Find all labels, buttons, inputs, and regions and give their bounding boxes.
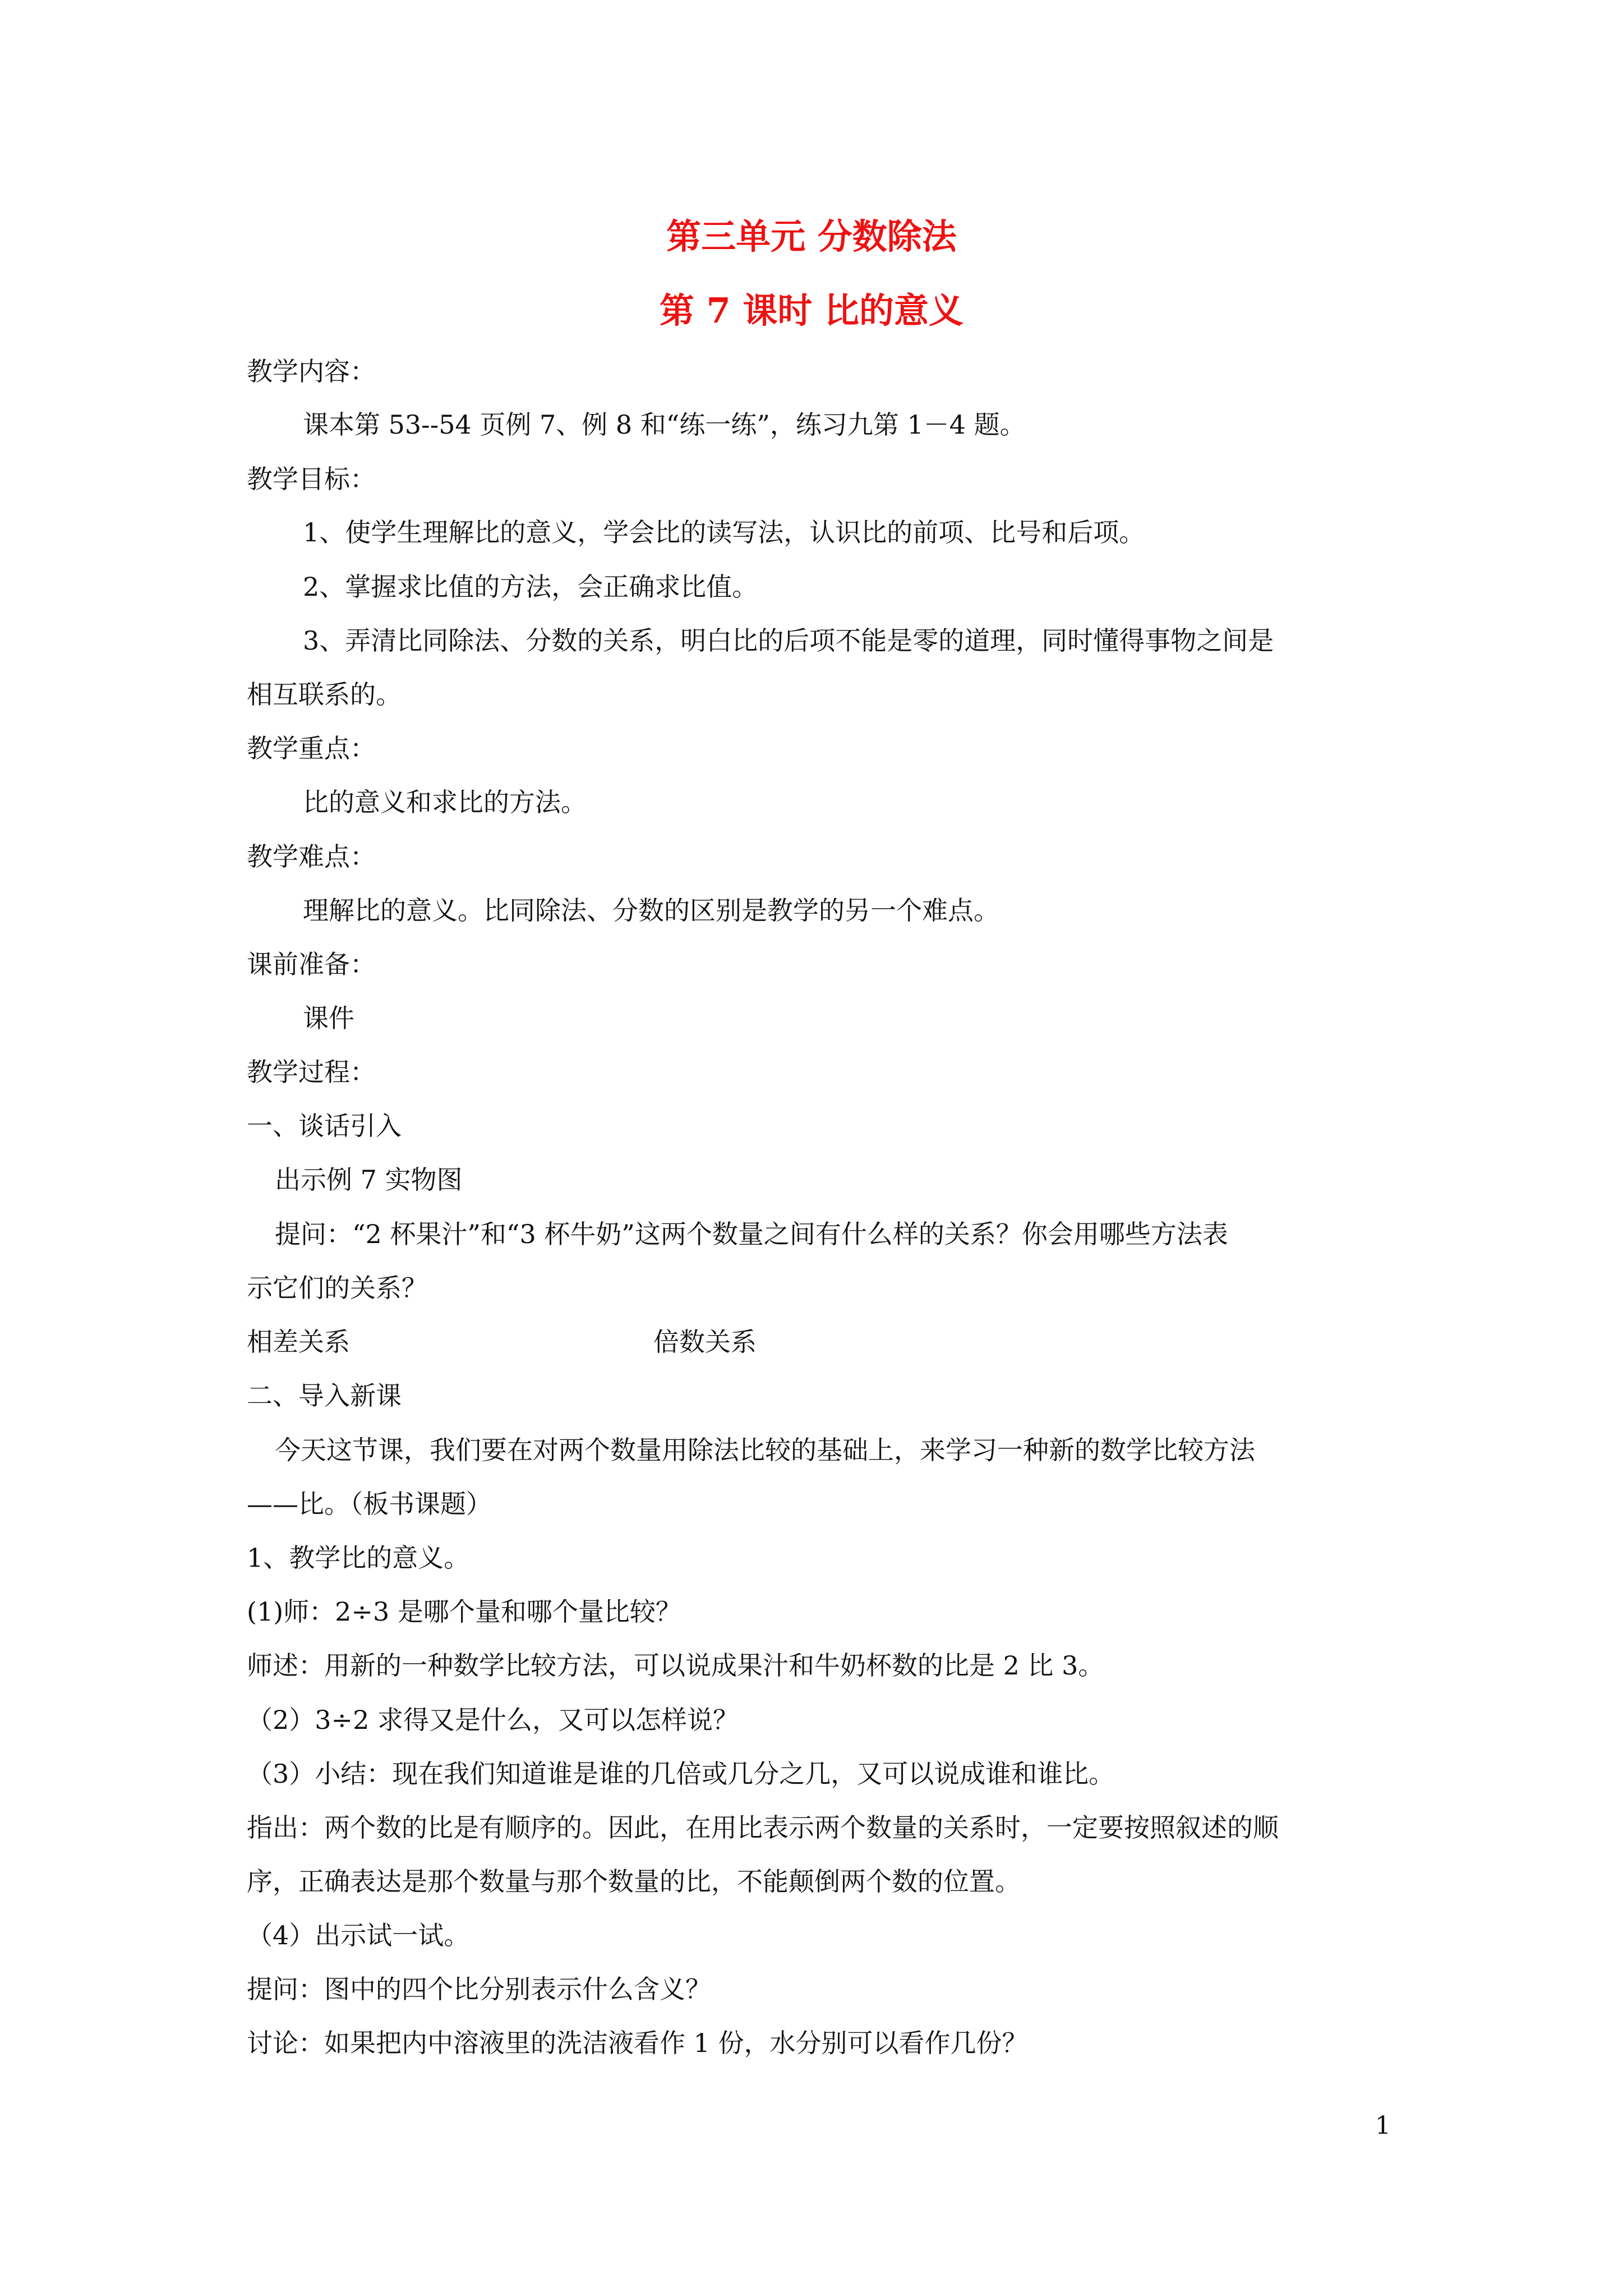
paragraph-show-example: 出示例 7 实物图 [275, 1165, 463, 1195]
goal-2: 2、掌握求比值的方法，会正确求比值。 [303, 572, 758, 602]
heading-key-points: 教学重点： [247, 733, 376, 763]
paragraph-question-continued: 示它们的关系？ [247, 1273, 427, 1303]
heading-teaching-goals: 教学目标： [247, 464, 376, 494]
heading-difficulties: 教学难点： [247, 841, 376, 872]
paragraph-discussion: 讨论：如果把内中溶液里的洗洁液看作 1 份，水分别可以看作几份？ [247, 2028, 1028, 2058]
step-1-heading: 1、教学比的意义。 [247, 1543, 470, 1573]
step-1-3: （3）小结：现在我们知道谁是谁的几倍或几分之几，又可以说成谁和谁比。 [247, 1759, 1115, 1789]
label-difference-relation: 相差关系 [247, 1327, 350, 1357]
teacher-statement: 师述：用新的一种数学比较方法，可以说成果汁和牛奶杯数的比是 2 比 3。 [247, 1650, 1104, 1681]
goal-3: 3、弄清比同除法、分数的关系，明白比的后项不能是零的道理，同时懂得事物之间是 [303, 625, 1274, 656]
heading-preparation: 课前准备： [247, 949, 376, 979]
heading-process: 教学过程： [247, 1057, 376, 1087]
paragraph-difficulties: 理解比的意义。比同除法、分数的区别是教学的另一个难点。 [303, 895, 999, 926]
label-multiple-relation: 倍数关系 [653, 1327, 757, 1357]
paragraph-content: 课本第 53--54 页例 7、例 8 和“练一练”，练习九第 1－4 题。 [303, 409, 1026, 440]
step-1-1: (1)师：2÷3 是哪个量和哪个量比较？ [247, 1596, 681, 1627]
paragraph-preparation: 课件 [303, 1003, 354, 1033]
paragraph-question-ratios: 提问：图中的四个比分别表示什么含义？ [247, 1974, 711, 2004]
paragraph-question: 提问：“2 杯果汁”和“3 杯牛奶”这两个数量之间有什么样的关系？你会用哪些方法表 [275, 1219, 1228, 1249]
goal-1: 1、使学生理解比的意义，学会比的读写法，认识比的前项、比号和后项。 [303, 517, 1145, 547]
paragraph-point-out: 指出：两个数的比是有顺序的。因此，在用比表示两个数量的关系时，一定要按照叙述的顺 [247, 1812, 1279, 1843]
step-1-2: （2）3÷2 求得又是什么，又可以怎样说？ [247, 1705, 739, 1735]
section-1-heading: 一、谈话引入 [247, 1111, 402, 1141]
heading-teaching-content: 教学内容： [247, 356, 376, 386]
paragraph-point-out-continued: 序，正确表达是那个数量与那个数量的比，不能颠倒两个数的位置。 [247, 1866, 1021, 1897]
paragraph-introduction: 今天这节课，我们要在对两个数量用除法比较的基础上，来学习一种新的数学比较方法 [275, 1435, 1255, 1465]
lesson-title: 第 7 课时 比的意义 [660, 290, 963, 331]
unit-title: 第三单元 分数除法 [666, 216, 957, 257]
step-1-4: （4）出示试一试。 [247, 1920, 470, 1950]
section-2-heading: 二、导入新课 [247, 1381, 402, 1411]
page-number: 1 [1375, 2111, 1391, 2140]
paragraph-key-points: 比的意义和求比的方法。 [303, 787, 587, 817]
goal-3-continued: 相互联系的。 [247, 679, 402, 710]
paragraph-introduction-continued: ——比。（板书课题） [247, 1489, 492, 1519]
